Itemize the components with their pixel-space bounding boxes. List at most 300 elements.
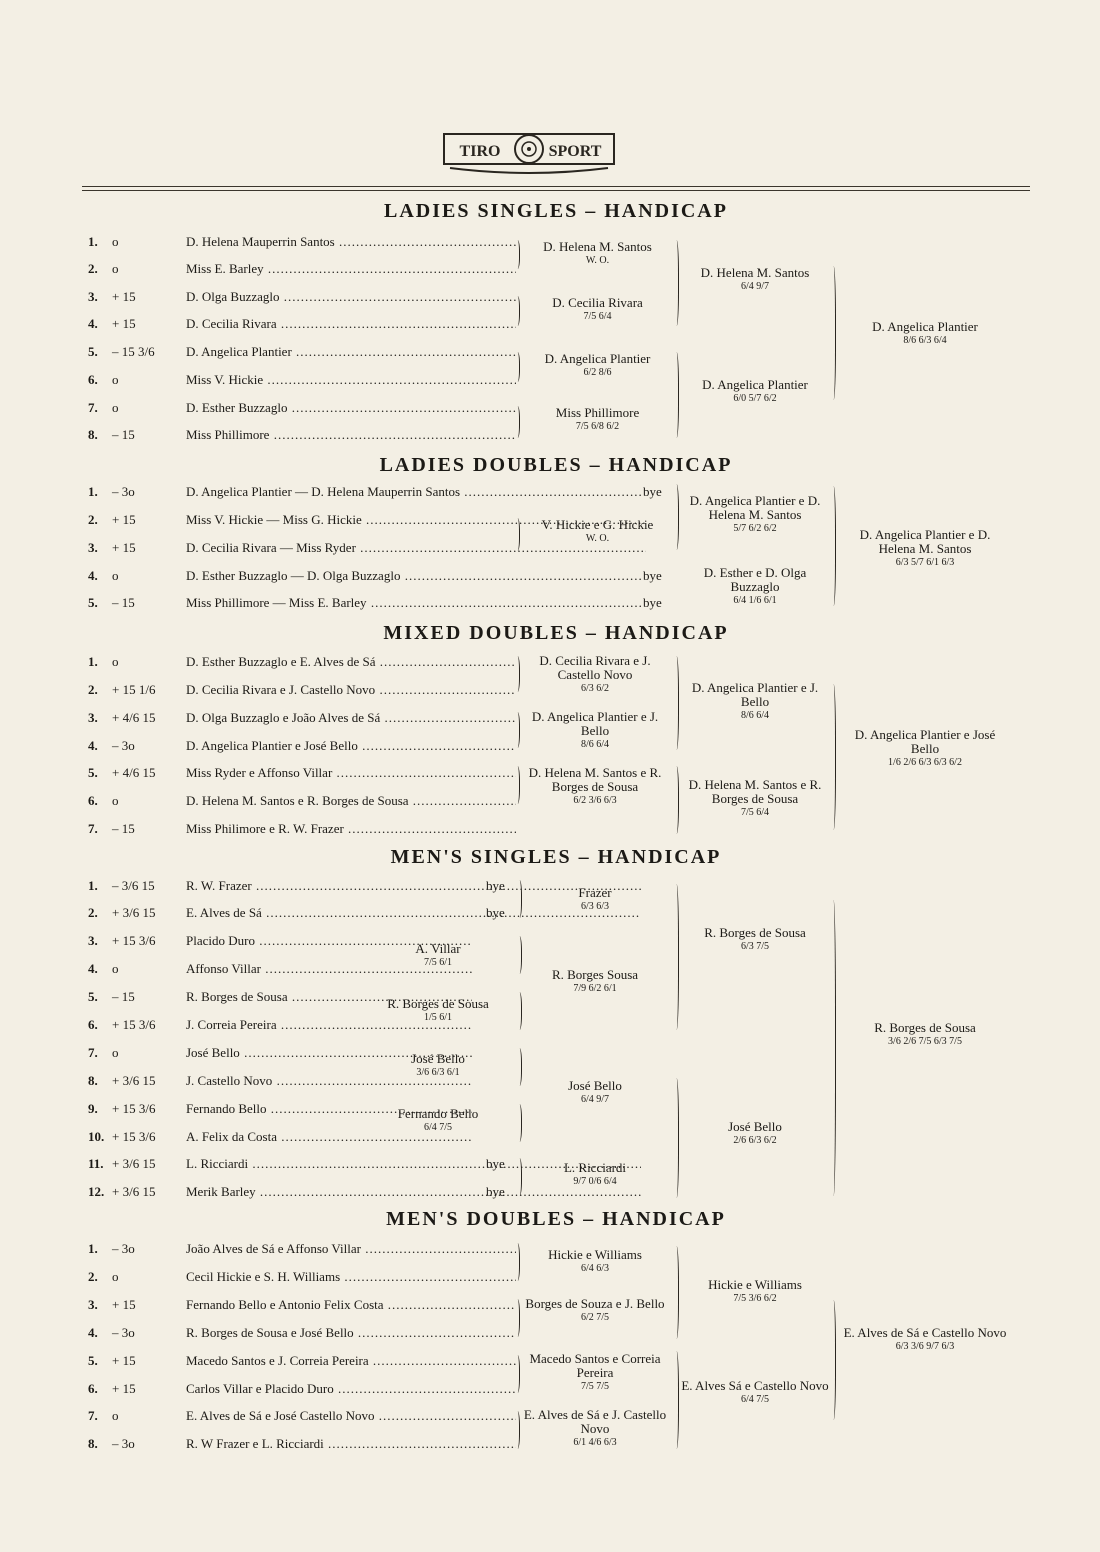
leader-dots	[374, 1408, 516, 1423]
entry-number: 8.	[88, 1436, 98, 1451]
round2-result-name: E. Alves Sá e Castello Novo	[681, 1378, 829, 1393]
entry-handicap: + 4/6 15	[112, 710, 156, 725]
logo-emblem-icon	[440, 128, 618, 176]
entry-handicap: – 15	[112, 595, 135, 610]
entry-name-text: Cecil Hickie e S. H. Williams	[186, 1269, 341, 1284]
entry-name	[186, 484, 641, 500]
entry-handicap: o	[112, 793, 119, 808]
round1-result-name: V. Hickie e G. Hickie	[541, 517, 654, 532]
entry-name-text: D. Cecilia Rivara — Miss Ryder	[186, 540, 356, 555]
round1-result-name: D. Cecilia Rivara	[552, 295, 643, 310]
entry-name	[186, 1241, 516, 1257]
bracket	[514, 656, 520, 692]
entry-handicap: + 3/6 15	[112, 905, 156, 920]
round1-result-score: 6/2 3/6 6/3	[573, 795, 617, 806]
entry-number: 4.	[88, 738, 98, 753]
leader-dots	[264, 261, 516, 276]
round0-result-name: R. Borges de Sousa	[387, 996, 489, 1011]
entry-name-text: D. Esther Buzzaglo e E. Alves de Sá	[186, 654, 376, 669]
entry-handicap: + 15 1/6	[112, 682, 156, 697]
round1-result-score: 6/2 8/6	[583, 367, 612, 378]
entry-handicap: o	[112, 1269, 119, 1284]
round1-result-name: Borges de Souza e J. Bello	[525, 1296, 665, 1311]
entry-name-text: Miss V. Hickie — Miss G. Hickie	[186, 512, 362, 527]
leader-dots	[332, 765, 516, 780]
leader-dots	[335, 234, 516, 249]
round1-result	[520, 1161, 670, 1189]
entry-name	[186, 289, 516, 305]
round1-result-score: W. O.	[585, 533, 610, 544]
leader-dots	[380, 710, 516, 725]
bracket	[514, 1243, 520, 1281]
round1-result-score: 9/7 0/6 6/4	[573, 1176, 617, 1187]
bye-label: bye	[643, 484, 662, 499]
round0-result	[368, 1052, 508, 1080]
bracket	[673, 884, 679, 1030]
entry-handicap: – 3o	[112, 484, 135, 499]
entry-number: 4.	[88, 568, 98, 583]
round1-result-score: 7/9 6/2 6/1	[573, 983, 617, 994]
leader-dots	[292, 344, 516, 359]
entry-handicap: – 3o	[112, 1241, 135, 1256]
round2-result	[680, 778, 830, 820]
bracket	[514, 352, 520, 382]
bye-label: bye	[486, 905, 505, 920]
entry-handicap: – 3o	[112, 1325, 135, 1340]
round1-result-name: D. Cecilia Rivara e J. Castello Novo	[539, 653, 651, 682]
bracket	[673, 656, 679, 750]
round1-result-score: 6/4 9/7	[580, 1094, 610, 1105]
svg-text:TIRO: TIRO	[459, 143, 501, 160]
entry-name	[186, 400, 516, 416]
entry-name	[186, 1436, 516, 1452]
leader-dots	[340, 1269, 516, 1284]
entry-handicap: + 15	[112, 1353, 136, 1368]
entry-name	[186, 261, 516, 277]
entry-number: 1.	[88, 234, 98, 249]
round1-result	[520, 352, 675, 380]
bracket	[673, 1078, 679, 1198]
round2-result	[680, 266, 830, 294]
bracket	[830, 684, 836, 830]
bracket	[673, 1351, 679, 1449]
entry-name	[186, 568, 641, 584]
leader-dots	[361, 1241, 516, 1256]
entry-handicap: o	[112, 961, 119, 976]
entry-name-text: Miss Ryder e Affonso Villar	[186, 765, 333, 780]
bye-label: bye	[486, 1184, 505, 1199]
round1-result-score: 7/5 7/5	[580, 1381, 610, 1392]
round1-result	[520, 296, 675, 324]
entry-number: 3.	[88, 710, 98, 725]
leader-dots	[375, 682, 516, 697]
round1-result	[520, 654, 670, 696]
leader-dots	[376, 654, 516, 669]
entry-name-text: E. Alves de Sá	[186, 905, 262, 920]
entry-name	[186, 344, 516, 360]
bracket	[514, 766, 520, 804]
entry-name-text: D. Helena Mauperrin Santos	[186, 234, 335, 249]
final-winner	[840, 728, 1010, 770]
leader-dots	[344, 821, 516, 836]
leader-dots	[277, 316, 516, 331]
entry-name-text: Miss Phillimore	[186, 427, 270, 442]
leader-dots	[367, 595, 641, 610]
bracket	[673, 1246, 679, 1339]
round1-result-score: 7/5 6/8 6/2	[575, 421, 620, 432]
entry-handicap: o	[112, 1408, 119, 1423]
round1-result	[520, 1352, 670, 1394]
entry-handicap: – 3o	[112, 738, 135, 753]
entry-number: 3.	[88, 933, 98, 948]
entry-name-text: Fernando Bello	[186, 1101, 267, 1116]
final-winner-score: 6/3 5/7 6/1 6/3	[895, 557, 955, 568]
round1-result-name: L. Ricciardi	[563, 1160, 627, 1175]
final-winner-name: E. Alves de Sá e Castello Novo	[843, 1325, 1007, 1340]
round2-result-score: 6/4 1/6 6/1	[733, 595, 777, 606]
entry-handicap: – 3/6 15	[112, 878, 155, 893]
entry-handicap: o	[112, 654, 119, 669]
bracket	[516, 992, 522, 1030]
round1-result	[520, 766, 670, 808]
round2-result-name: D. Angelica Plantier e J. Bello	[691, 680, 819, 709]
round0-result-score: 6/4 7/5	[423, 1122, 453, 1133]
leader-dots	[334, 1381, 516, 1396]
bracket	[830, 486, 836, 606]
entry-number: 12.	[88, 1184, 105, 1199]
round2-result	[685, 494, 825, 536]
entry-handicap: + 3/6 15	[112, 1156, 156, 1171]
entry-name-text: Miss Phillimore — Miss E. Barley	[186, 595, 367, 610]
entry-name	[186, 710, 516, 726]
entry-name	[186, 682, 516, 698]
round1-result-score: 6/3 6/2	[580, 683, 610, 694]
entry-number: 3.	[88, 540, 98, 555]
entry-number: 8.	[88, 1073, 98, 1088]
entry-name	[186, 1269, 516, 1285]
round2-result-score: 6/0 5/7 6/2	[733, 393, 777, 404]
entry-name-text: D. Helena M. Santos e R. Borges de Sousa	[186, 793, 409, 808]
round1-result	[525, 518, 670, 546]
entry-number: 5.	[88, 344, 98, 359]
bracket	[514, 296, 520, 326]
final-winner-score: 6/3 3/6 9/7 6/3	[895, 1341, 955, 1352]
round2-result	[680, 926, 830, 954]
entry-handicap: + 15	[112, 1297, 136, 1312]
entry-name	[186, 654, 516, 670]
round1-result-name: Macedo Santos e Correia Pereira	[529, 1351, 661, 1380]
entry-name-text: D. Olga Buzzaglo e João Alves de Sá	[186, 710, 381, 725]
entry-name	[186, 427, 516, 443]
entry-number: 2.	[88, 1269, 98, 1284]
entry-name	[186, 316, 516, 332]
entry-name-text: J. Castello Novo	[186, 1073, 273, 1088]
final-winner-name: D. Angelica Plantier	[872, 319, 978, 334]
round2-result-score: 7/5 6/4	[740, 807, 770, 818]
round2-result	[680, 681, 830, 723]
bracket	[673, 240, 679, 326]
final-winner-score: 1/6 2/6 6/3 6/3 6/2	[888, 757, 962, 768]
entry-number: 8.	[88, 427, 98, 442]
round1-result-name: D. Helena M. Santos e R. Borges de Sousa	[528, 765, 662, 794]
bye-label: bye	[643, 595, 662, 610]
entry-handicap: + 4/6 15	[112, 765, 156, 780]
entry-number: 4.	[88, 961, 98, 976]
leader-dots	[384, 1297, 516, 1312]
entry-number: 2.	[88, 905, 98, 920]
entry-number: 2.	[88, 261, 98, 276]
bracket	[514, 712, 520, 748]
section-title: MIXED DOUBLES – HANDICAP	[383, 622, 729, 644]
entry-number: 6.	[88, 1381, 98, 1396]
entry-number: 10.	[88, 1129, 105, 1144]
entry-name-text: D. Olga Buzzaglo	[186, 289, 280, 304]
entry-number: 7.	[88, 1045, 98, 1060]
final-winner	[840, 1021, 1010, 1049]
entry-handicap: – 3o	[112, 1436, 135, 1451]
leader-dots	[280, 289, 516, 304]
round0-result-score: 3/6 6/3 6/1	[416, 1067, 460, 1078]
entry-handicap: + 15	[112, 512, 136, 527]
entry-name-text: R. Borges de Sousa	[186, 989, 288, 1004]
bye-label: bye	[643, 568, 662, 583]
bracket	[516, 1048, 522, 1086]
round2-result	[680, 378, 830, 406]
bracket	[830, 900, 836, 1196]
entry-name-text: L. Ricciardi	[186, 1156, 249, 1171]
round1-result-score: 6/1 4/6 6/3	[573, 1437, 617, 1448]
round2-result-score: 6/4 7/5	[740, 1394, 770, 1405]
entry-name-text: D. Angelica Plantier	[186, 344, 292, 359]
leader-dots	[409, 793, 516, 808]
round1-result-name: José Bello	[568, 1078, 622, 1093]
final-winner-name: D. Angelica Plantier e D. Helena M. Santos	[859, 527, 991, 556]
round1-result-name: R. Borges Sousa	[551, 967, 639, 982]
tiro-sport-logo	[440, 128, 618, 176]
round0-result-name: A. Villar	[415, 941, 461, 956]
entry-handicap: o	[112, 1045, 119, 1060]
round2-result-name: D. Esther e D. Olga Buzzaglo	[703, 565, 807, 594]
entry-number: 1.	[88, 654, 98, 669]
entry-name	[186, 372, 516, 388]
entry-handicap: – 15	[112, 427, 135, 442]
final-winner-name: D. Angelica Plantier e José Bello	[854, 727, 996, 756]
entry-handicap: + 15 3/6	[112, 1017, 156, 1032]
entry-handicap: o	[112, 261, 119, 276]
round2-result-score: 2/6 6/3 6/2	[733, 1135, 777, 1146]
entry-number: 4.	[88, 1325, 98, 1340]
bracket	[673, 484, 679, 550]
entry-name	[186, 1325, 516, 1341]
leader-dots	[324, 1436, 516, 1451]
bracket	[514, 1411, 520, 1449]
round2-result-name: D. Angelica Plantier	[702, 377, 808, 392]
round1-result-name: Hickie e Williams	[548, 1247, 642, 1262]
round1-result	[520, 1079, 670, 1107]
entry-handicap: + 3/6 15	[112, 1073, 156, 1088]
bracket	[514, 406, 520, 438]
entry-handicap: – 15 3/6	[112, 344, 155, 359]
entry-name	[186, 234, 516, 250]
entry-handicap: + 15	[112, 316, 136, 331]
entry-name-text: Affonso Villar	[186, 961, 261, 976]
entry-handicap: o	[112, 400, 119, 415]
round1-result-name: Frazer	[578, 885, 612, 900]
entry-number: 2.	[88, 512, 98, 527]
entry-name-text: J. Correia Pereira	[186, 1017, 277, 1032]
entry-name	[186, 821, 516, 837]
entry-name	[186, 765, 516, 781]
leader-dots	[263, 372, 516, 387]
round0-result-name: José Bello	[411, 1051, 465, 1066]
round1-result-score: 8/6 6/4	[580, 739, 610, 750]
round1-result	[520, 1408, 670, 1450]
round1-result	[520, 968, 670, 996]
round2-result-score: 6/3 7/5	[740, 941, 770, 952]
entry-handicap: – 15	[112, 989, 135, 1004]
round1-result-name: D. Angelica Plantier	[544, 351, 651, 366]
final-winner	[840, 528, 1010, 570]
bye-label: bye	[486, 1156, 505, 1171]
entry-number: 1.	[88, 878, 98, 893]
round2-result	[680, 1379, 830, 1407]
bye-label: bye	[486, 878, 505, 893]
round1-result-score: W. O.	[585, 255, 610, 266]
entry-name	[186, 1381, 516, 1397]
round2-result	[680, 1120, 830, 1148]
entry-number: 3.	[88, 1297, 98, 1312]
entry-name-text: D. Angelica Plantier — D. Helena Mauperrin Santos	[186, 484, 461, 499]
round0-result	[368, 942, 508, 970]
bracket	[514, 240, 520, 269]
entry-number: 5.	[88, 765, 98, 780]
entry-name-text: D. Cecilia Rivara	[186, 316, 277, 331]
entry-handicap: + 15	[112, 289, 136, 304]
entry-name-text: Placido Duro	[186, 933, 255, 948]
entry-number: 5.	[88, 1353, 98, 1368]
leader-dots	[354, 1325, 516, 1340]
bracket	[830, 1300, 836, 1420]
round1-result	[520, 710, 670, 752]
round0-result	[368, 1107, 508, 1135]
entry-handicap: – 15	[112, 821, 135, 836]
entry-handicap: o	[112, 372, 119, 387]
final-winner-score: 3/6 2/6 7/5 6/3 7/5	[888, 1036, 962, 1047]
bracket	[514, 1299, 520, 1337]
entry-name	[186, 793, 516, 809]
entry-number: 3.	[88, 289, 98, 304]
entry-number: 9.	[88, 1101, 98, 1116]
round2-result-name: José Bello	[728, 1119, 782, 1134]
entry-handicap: + 15 3/6	[112, 1101, 156, 1116]
entry-name-text: D. Esther Buzzaglo — D. Olga Buzzaglo	[186, 568, 401, 583]
final-winner	[840, 1326, 1010, 1354]
round0-result-score: 7/5 6/1	[423, 957, 453, 968]
entry-name	[186, 1408, 516, 1424]
bracket	[516, 1158, 522, 1196]
round1-result-name: D. Helena M. Santos	[543, 239, 652, 254]
entry-name-text: Miss E. Barley	[186, 261, 264, 276]
round2-result-name: D. Helena M. Santos e R. Borges de Sousa	[688, 777, 822, 806]
round2-result-score: 5/7 6/2 6/2	[733, 523, 777, 534]
entry-name	[186, 595, 641, 611]
entry-number: 2.	[88, 682, 98, 697]
round1-result	[520, 886, 670, 914]
entry-name	[186, 738, 516, 754]
entry-number: 5.	[88, 595, 98, 610]
entry-name-text: Miss V. Hickie	[186, 372, 264, 387]
bracket	[514, 518, 520, 551]
round1-result-score: 6/4 6/3	[580, 1263, 610, 1274]
leader-dots	[269, 427, 516, 442]
entry-number: 7.	[88, 400, 98, 415]
bracket	[673, 766, 679, 834]
entry-number: 1.	[88, 1241, 98, 1256]
entry-handicap: + 15	[112, 1381, 136, 1396]
entry-handicap: + 3/6 15	[112, 1184, 156, 1199]
section-title: LADIES SINGLES – HANDICAP	[384, 200, 728, 222]
entry-handicap: + 15	[112, 540, 136, 555]
entry-name	[186, 1353, 516, 1369]
section-title: MEN'S SINGLES – HANDICAP	[390, 846, 722, 868]
top-rule-2	[82, 190, 1030, 191]
entry-number: 1.	[88, 484, 98, 499]
bracket	[830, 266, 836, 400]
entry-handicap: o	[112, 568, 119, 583]
round1-result	[520, 406, 675, 434]
entry-number: 5.	[88, 989, 98, 1004]
entry-name-text: Miss Philimore e R. W. Frazer	[186, 821, 344, 836]
leader-dots	[369, 1353, 516, 1368]
round2-result-score: 6/4 9/7	[740, 281, 770, 292]
round1-result	[520, 1248, 670, 1276]
round1-result	[520, 240, 675, 268]
entry-handicap: o	[112, 234, 119, 249]
entry-name-text: Macedo Santos e J. Correia Pereira	[186, 1353, 369, 1368]
round2-result-name: R. Borges de Sousa	[704, 925, 806, 940]
entry-number: 7.	[88, 821, 98, 836]
top-rule	[82, 186, 1030, 187]
entry-name-text: R. W. Frazer	[186, 878, 252, 893]
entry-name-text: D. Angelica Plantier e José Bello	[186, 738, 358, 753]
entry-name-text: R. W Frazer e L. Ricciardi	[186, 1436, 324, 1451]
round2-result	[680, 1278, 830, 1306]
round2-result-name: D. Angelica Plantier e D. Helena M. Santos	[689, 493, 821, 522]
bracket	[516, 1104, 522, 1142]
entry-name-text: João Alves de Sá e Affonso Villar	[186, 1241, 361, 1256]
section-title: MEN'S DOUBLES – HANDICAP	[386, 1208, 726, 1230]
round0-result	[368, 997, 508, 1025]
entry-name-text: R. Borges de Sousa e José Bello	[186, 1325, 354, 1340]
round0-result-name: Fernando Bello	[397, 1106, 479, 1121]
entry-number: 7.	[88, 1408, 98, 1423]
section-title: LADIES DOUBLES – HANDICAP	[379, 454, 733, 476]
round1-result	[520, 1297, 670, 1325]
round2-result-score: 7/5 3/6 6/2	[733, 1293, 777, 1304]
bracket	[516, 936, 522, 974]
entry-name-text: Fernando Bello e Antonio Felix Costa	[186, 1297, 384, 1312]
round2-result	[685, 566, 825, 608]
round2-result-name: D. Helena M. Santos	[700, 265, 810, 280]
bracket	[516, 880, 522, 918]
final-winner-score: 8/6 6/3 6/4	[903, 335, 947, 346]
entry-number: 11.	[88, 1156, 104, 1171]
entry-name-text: Carlos Villar e Placido Duro	[186, 1381, 334, 1396]
bracket	[673, 352, 679, 438]
entry-name-text: D. Cecilia Rivara e J. Castello Novo	[186, 682, 376, 697]
round0-result-score: 1/5 6/1	[423, 1012, 453, 1023]
entry-number: 4.	[88, 316, 98, 331]
